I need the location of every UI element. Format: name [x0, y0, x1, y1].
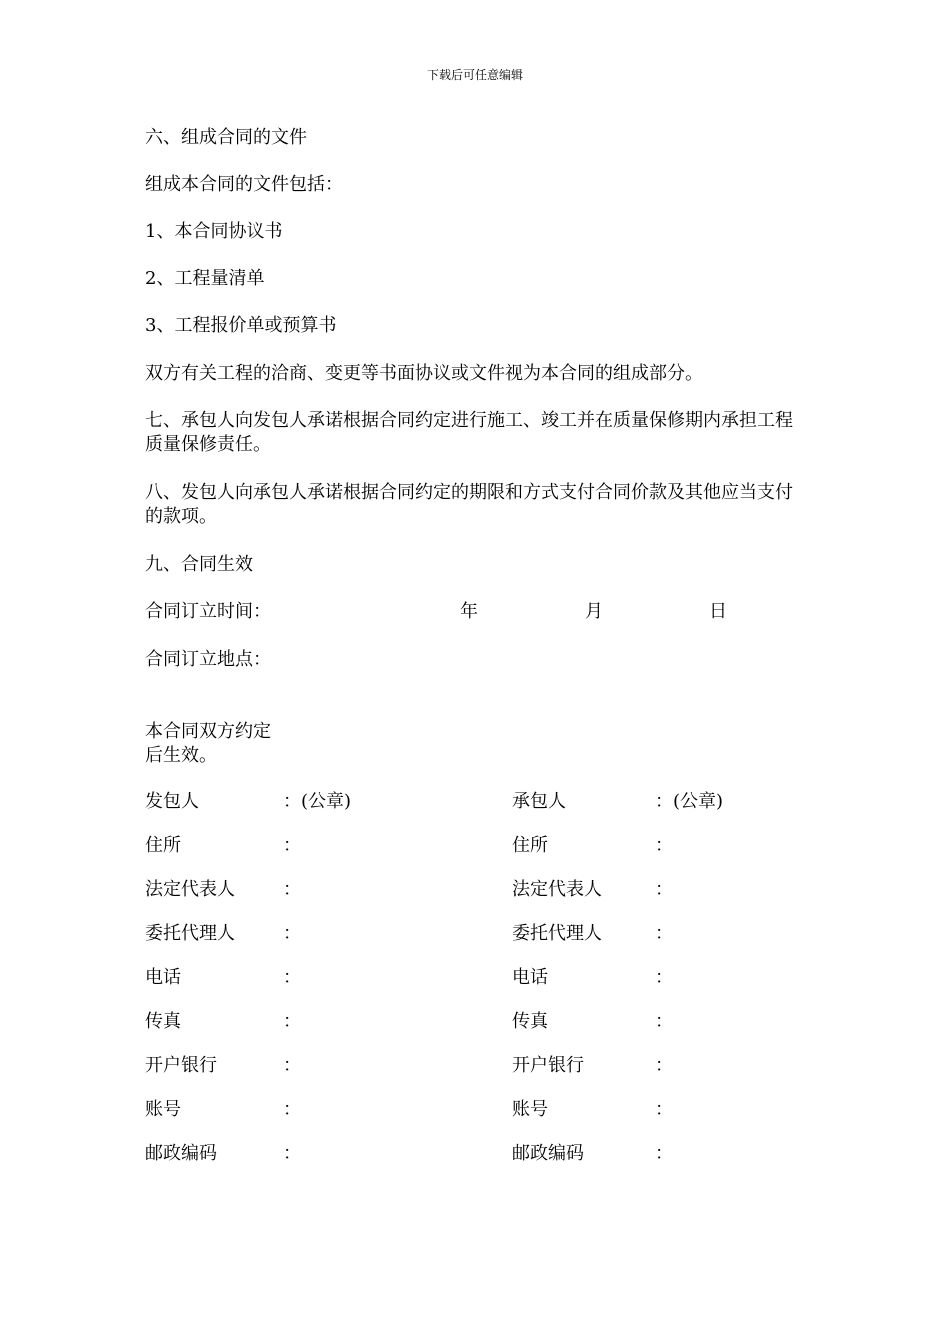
contractor-legal-rep-value: ：	[655, 879, 673, 900]
employer-bank-value: ：	[283, 1055, 301, 1076]
effect-line-1: 本合同双方约定	[145, 721, 271, 742]
contractor-label: 承包人	[512, 791, 566, 812]
list-item-1: 1、本合同协议书	[145, 221, 283, 242]
list-item-3: 3、工程报价单或预算书	[145, 315, 337, 336]
party-row	[145, 878, 805, 922]
page-header-note: 下载后可任意编辑	[426, 68, 523, 82]
party-row	[145, 1098, 805, 1142]
party-row	[145, 1142, 805, 1186]
contractor-phone-value: ：	[655, 967, 673, 988]
contractor-fax-value: ：	[655, 1011, 673, 1032]
employer-phone-value: ：	[283, 967, 301, 988]
party-row	[145, 1010, 805, 1054]
contractor-bank-label: 开户银行	[512, 1055, 584, 1076]
contractor-bank-value: ：	[655, 1055, 673, 1076]
party-row	[145, 834, 805, 878]
signing-place-row	[145, 648, 805, 672]
employer-agent-label: 委托代理人	[145, 923, 235, 944]
employer-fax-value: ：	[283, 1011, 301, 1032]
employer-account-label: 账号	[145, 1099, 181, 1120]
employer-postcode-label: 邮政编码	[145, 1143, 217, 1164]
employer-legal-rep-label: 法定代表人	[145, 879, 235, 900]
employer-legal-rep-value: ：	[283, 879, 301, 900]
section-title-six: 六、组成合同的文件	[145, 127, 307, 148]
contractor-account-value: ：	[655, 1099, 673, 1120]
contractor-address-value: ：	[655, 835, 673, 856]
contractor-agent-label: 委托代理人	[512, 923, 602, 944]
contractor-postcode-label: 邮政编码	[512, 1143, 584, 1164]
party-row	[145, 790, 805, 834]
party-row	[145, 922, 805, 966]
contractor-seal: ：(公章)	[655, 791, 724, 812]
signing-month-label: 月	[585, 601, 603, 622]
employer-bank-label: 开户银行	[145, 1055, 217, 1076]
contractor-legal-rep-label: 法定代表人	[512, 879, 602, 900]
signing-time-row	[145, 600, 805, 624]
section-seven: 七、承包人向发包人承诺根据合同约定进行施工、竣工并在质量保修期内承担工程质量保修责任。	[145, 410, 793, 455]
signing-day-label: 日	[709, 601, 727, 622]
contractor-phone-label: 电话	[512, 967, 548, 988]
effect-line-2: 后生效。	[145, 745, 217, 766]
employer-account-value: ：	[283, 1099, 301, 1120]
party-info-table	[145, 790, 805, 1186]
section-eight: 八、发包人向承包人承诺根据合同约定的期限和方式支付合同价款及其他应当支付的款项。	[145, 482, 793, 527]
employer-phone-label: 电话	[145, 967, 181, 988]
employer-address-label: 住所	[145, 835, 181, 856]
employer-postcode-value: ：	[283, 1143, 301, 1164]
employer-label: 发包人	[145, 791, 199, 812]
contractor-agent-value: ：	[655, 923, 673, 944]
paragraph-contract-documents: 组成本合同的文件包括：	[145, 174, 343, 195]
signing-year-label: 年	[460, 601, 478, 622]
employer-address-value: ：	[283, 835, 301, 856]
party-row	[145, 1054, 805, 1098]
signing-place-label: 合同订立地点：	[145, 649, 271, 670]
employer-seal: ：(公章)	[283, 791, 352, 812]
employer-fax-label: 传真	[145, 1011, 181, 1032]
contractor-address-label: 住所	[512, 835, 548, 856]
contractor-fax-label: 传真	[512, 1011, 548, 1032]
employer-agent-value: ：	[283, 923, 301, 944]
party-row	[145, 966, 805, 1010]
section-title-nine: 九、合同生效	[145, 554, 253, 575]
contractor-account-label: 账号	[512, 1099, 548, 1120]
list-item-2: 2、工程量清单	[145, 268, 265, 289]
contractor-postcode-value: ：	[655, 1143, 673, 1164]
signing-time-label: 合同订立时间：	[145, 601, 271, 622]
paragraph-amendments: 双方有关工程的洽商、变更等书面协议或文件视为本合同的组成部分。	[145, 363, 703, 384]
